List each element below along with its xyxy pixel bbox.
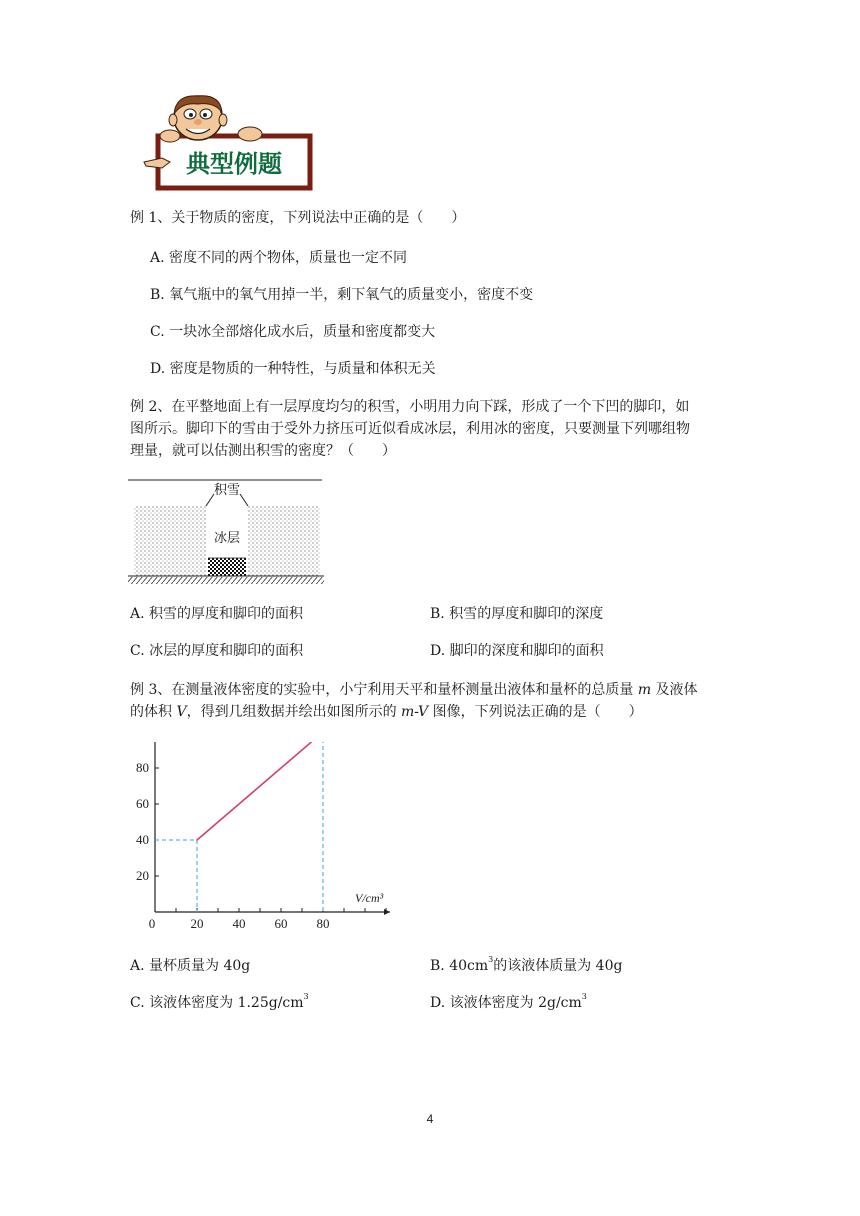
q2-stem-line1: 例 2、在平整地面上有一层厚度均匀的积雪，小明用力向下踩，形成了一个下凹的脚印，如	[130, 399, 690, 415]
y-tick-label: 20	[136, 868, 149, 883]
snow-footprint-figure	[128, 474, 324, 586]
x-axis-arrow	[384, 909, 390, 915]
m-v-chart	[125, 742, 415, 942]
q3-stem-line2: 的体积 V，得到几组数据并绘出如图所示的 m-V 图像，下列说法正确的是（ ）	[130, 704, 643, 720]
q3-option-a: A. 量杯质量为 40g	[130, 958, 251, 974]
q2-stem-line3: 理量，就可以估测出积雪的密度？（ ）	[130, 443, 396, 459]
typical-examples-banner	[140, 92, 320, 192]
x-tick-label: 40	[232, 916, 246, 931]
ice-label: 冰层	[213, 531, 241, 546]
y-tick-label: 80	[136, 760, 149, 775]
q3-stem-line1: 例 3、在测量液体密度的实验中，小宁利用天平和量杯测量出液体和量杯的总质量 m 及液体	[130, 682, 698, 698]
q3-option-c: C. 该液体密度为 $1.25g/cm^3$	[130, 992, 309, 1011]
snow-label: 积雪	[213, 483, 241, 498]
x-tick-label: 60	[274, 916, 288, 931]
q1-option-c: C. 一块冰全部熔化成水后，质量和密度都变大	[150, 324, 436, 340]
page-number: 4	[426, 1112, 434, 1126]
q1-option-a: A. 密度不同的两个物体，质量也一定不同	[150, 250, 408, 266]
q2-option-d: D. 脚印的深度和脚印的面积	[430, 643, 604, 659]
q1-option-d: D. 密度是物质的一种特性，与质量和体积无关	[150, 361, 436, 377]
q2-option-a: A. 积雪的厚度和脚印的面积	[130, 606, 304, 622]
y-tick-label: 60	[136, 796, 149, 811]
banner-title: 典型例题	[186, 149, 282, 178]
cartoon-teacher-icon	[140, 92, 320, 192]
data-line	[197, 742, 323, 840]
x-tick-label: 0	[148, 916, 156, 931]
x-axis-label: V/cm³	[355, 891, 384, 905]
q2-stem-line2: 图所示。脚印下的雪由于受外力挤压可近似看成冰层，利用冰的密度，只要测量下列哪组物	[130, 421, 690, 437]
q3-option-d: D. 该液体密度为 $2g/cm^3$	[430, 992, 587, 1011]
y-tick-label: 40	[136, 832, 149, 847]
q1-stem: 例 1、关于物质的密度，下列说法中正确的是（ ）	[130, 210, 466, 226]
q2-option-c: C. 冰层的厚度和脚印的面积	[130, 643, 304, 659]
q3-option-b: B. $40cm^3$的该液体质量为 40g	[430, 955, 623, 974]
x-tick-label: 80	[316, 916, 330, 931]
x-tick-label: 20	[190, 916, 204, 931]
m-v-chart-svg	[125, 742, 415, 942]
data-point	[196, 839, 198, 841]
q2-option-b: B. 积雪的厚度和脚印的深度	[430, 606, 604, 622]
q1-option-b: B. 氧气瓶中的氧气用掉一半，剩下氧气的质量变小，密度不变	[150, 287, 534, 303]
